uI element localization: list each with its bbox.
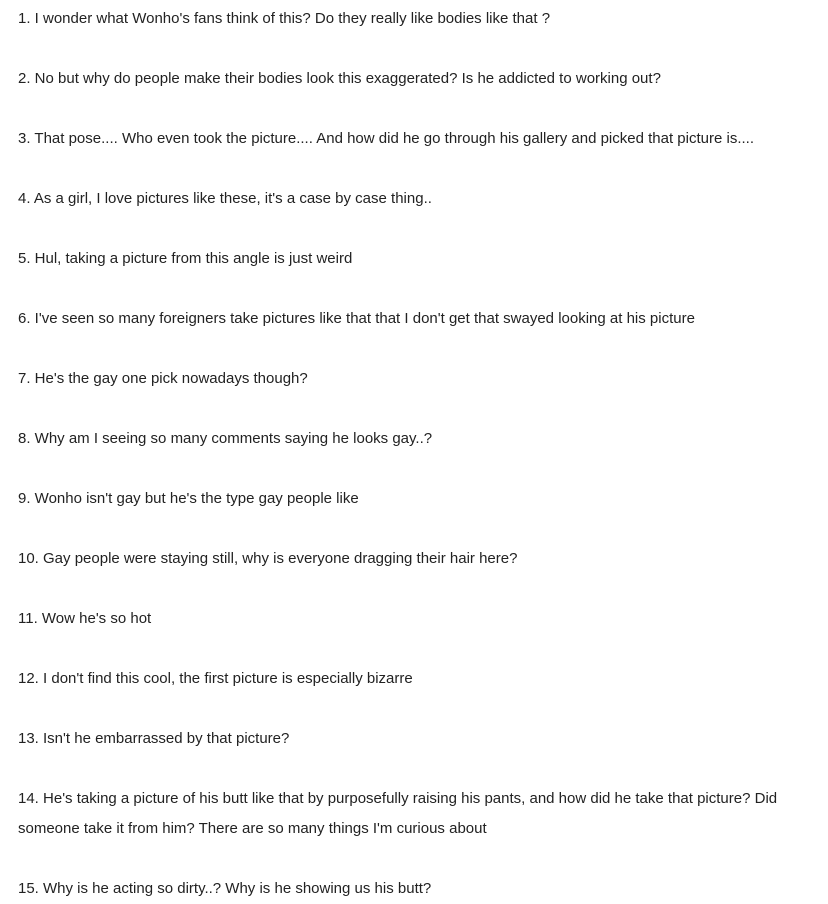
comment-7: 7. He's the gay one pick nowadays though? bbox=[18, 370, 308, 387]
comment-12: 12. I don't find this cool, the first picture is especially bizarre bbox=[18, 670, 413, 687]
comment-4: 4. As a girl, I love pictures like these, it's a case by case thing.. bbox=[18, 190, 432, 207]
comment-11: 11. Wow he's so hot bbox=[18, 610, 152, 627]
comment-14: 14. He's taking a picture of his butt like that by purposefully raising his pants, and how did he take that picture? Did someone take it from him? There are so many things I'm curious about bbox=[18, 790, 778, 837]
comment-5: 5. Hul, taking a picture from this angle is just weird bbox=[18, 250, 353, 267]
comment-9: 9. Wonho isn't gay but he's the type gay people like bbox=[18, 490, 359, 507]
comment-10: 10. Gay people were staying still, why is everyone dragging their hair here? bbox=[18, 550, 518, 567]
comment-15: 15. Why is he acting so dirty..? Why is he showing us his butt? bbox=[18, 880, 432, 897]
comment-13: 13. Isn't he embarrassed by that picture? bbox=[18, 730, 290, 747]
comment-1: 1. I wonder what Wonho's fans think of this? Do they really like bodies like that ? bbox=[18, 10, 551, 27]
comment-8: 8. Why am I seeing so many comments saying he looks gay..? bbox=[18, 430, 433, 447]
comment-3: 3. That pose.... Who even took the picture.... And how did he go through his gallery and picked that picture is.... bbox=[18, 130, 754, 147]
comment-2: 2. No but why do people make their bodies look this exaggerated? Is he addicted to working out? bbox=[18, 70, 661, 87]
comment-6: 6. I've seen so many foreigners take pictures like that that I don't get that swayed looking at his picture bbox=[18, 310, 695, 327]
